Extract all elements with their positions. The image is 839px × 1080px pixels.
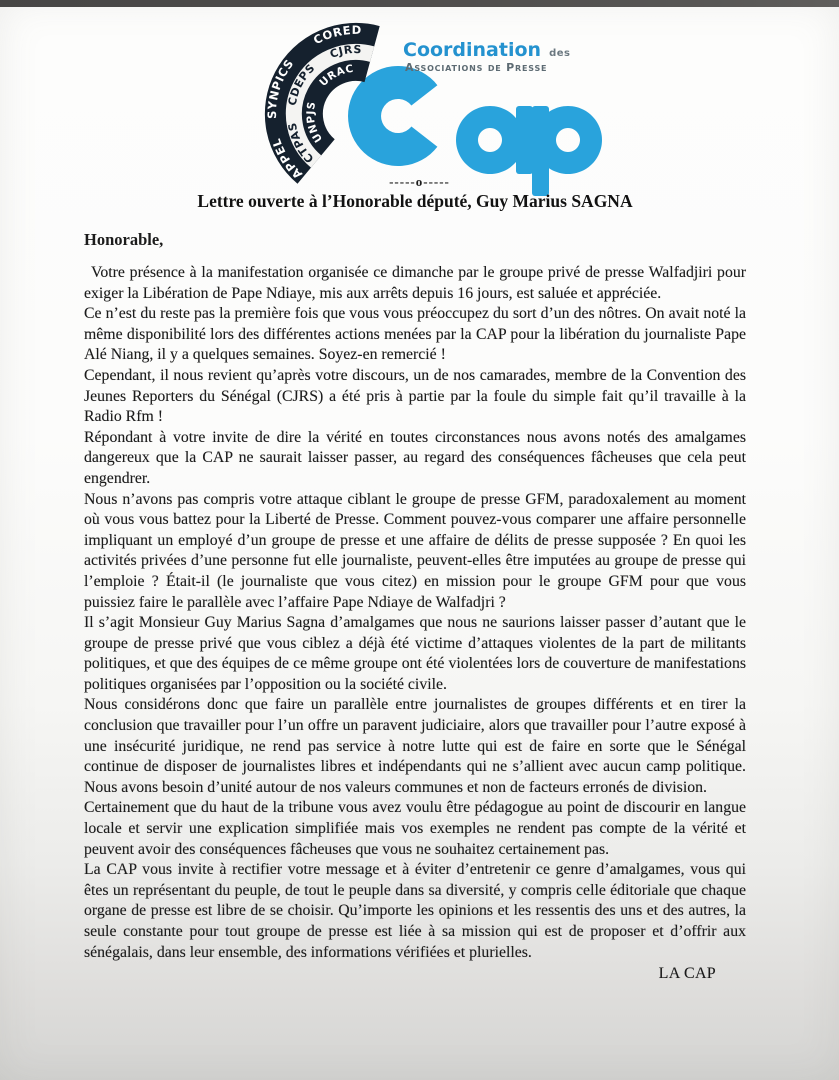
logo-brand-des: des [549, 48, 571, 59]
paragraph-2: Ce n’est du reste pas la première fois que vous vous préoccupez du sort d’un des nôtres. On avait noté la même disponibilité lors des différentes actions menées par la CAP pour la libération du journaliste Pape Alé Niang, il y a quelques semaines. Soyez-en remercié ! [84, 305, 746, 364]
letter-title: Lettre ouverte à l’Honorable député, Guy Marius SAGNA [197, 191, 633, 211]
signature: LA CAP [658, 965, 716, 983]
logo-brand-line1 [403, 39, 570, 61]
cap-letter-a [456, 106, 533, 174]
salutation: Honorable, [84, 230, 164, 249]
paragraph-5: Nous n’avons pas compris votre attaque ciblant le groupe de presse GFM, paradoxalement au moment où vous vous battez pour la Liberté de Presse. Comment pouvez-vous comparer une affaire personnelle impliquant un employé d’un groupe de presse et une affaire de délits de presse supposée ? En quoi les activités privées d’une personne fut elle journaliste, peuvent-elles être imputées au groupe de presse qui l’emploie ? Était-il (le journaliste que vous citez) en mission pour le groupe GFM pour que vous puissiez faire le parallèle avec l’affaire Pape Ndiaye de Walfadjri ? [84, 490, 746, 611]
paragraph-6: Il s’agit Monsieur Guy Marius Sagna d’amalgames que nous ne saurions laisser passer d’autant que le groupe de presse privé que vous ciblez a déjà été victime d’attaques violentes de la part de militants politiques, et que des équipes de ce même groupe ont été violentées lors de couverture de manifestations politiques organisées par l’opposition ou la société civile. [84, 614, 746, 693]
ornament-divider: -----o----- [389, 174, 450, 189]
logo-ring-label-cored: CORED [311, 22, 362, 48]
paragraph-8: Certainement que du haut de la tribune vous avez voulu être pédagogue au point de discourir en langue locale et servir une explication simplifiée mais vos exemples ne rendent pas compte de la vérité et peuvent avoir des conséquences fâcheuses que vous ne souhaitez certainement pas. [84, 799, 746, 858]
logo-brand-coordination: Coordination [403, 39, 542, 61]
letter-body [84, 230, 746, 983]
logo-ring-label-unpjs: UNPJS [304, 100, 326, 145]
logo-ring-label-urac: URAC [317, 62, 355, 89]
paragraph-4: Répondant à votre invite de dire la vérité en toutes circonstances nous avons notés des amalgames dangereux que la CAP ne saurait laisser passer, au regard des conséquences fâcheuses que cela peut engendrer. [84, 428, 746, 487]
paragraph-1: Votre présence à la manifestation organisée ce dimanche par le groupe privé de presse Walfadjiri pour exiger la Libération de Pape Ndiaye, mis aux arrêts depuis 16 jours, est saluée et appréciée. [84, 264, 746, 302]
logo-ring-label-appel: APPEL [269, 136, 306, 182]
paragraph-3: Cependant, il nous revient qu’après votre discours, un de nos camarades, membre de la Convention des Jeunes Reporters du Sénégal (CJRS) a été pris à partie par la foule du simple fait qu’il travaille à la Radio Rfm ! [84, 366, 746, 426]
logo-ring-label-cdeps: CDEPS [285, 61, 318, 107]
logo-brand-line2: Associations de Presse [405, 61, 548, 74]
paragraph-7: Nous considérons donc que faire un parallèle entre journalistes de groupes différents et en tirer la conclusion que travailler pour l’un offre un paravent judiciaire, alors que travailler pour l’autre exposé à une insécurité juridique, ne rend pas service à notre lutte qui est de faire en sorte que le Sénégal continue de disposer de journalistes libres et indépendants qui ne s’allient avec aucun camp politique. Nous avons besoin d’unité autour de nos valeurs communes et non de facteurs erronés de division. [84, 696, 746, 796]
logo-ring-label-cjrs: CJRS [328, 42, 363, 61]
logo-ring-label-synpics: SYNPICS [264, 56, 297, 119]
logo-ring-label-ctpas: CTPAS [285, 121, 317, 166]
paragraph-9: La CAP vous invite à rectifier votre message et à éviter d’entretenir ce genre d’amalgames, vous qui êtes un représentant du peuple, de tout le peuple dans sa diversité, y compris celle éditoriale que chaque organe de presse est libre de se choisir. Qu’importe les opinions et les ressentis des uns et des autres, la seule constante pour tout groupe de presse est liée à sa mission qui est de proposer et d’offrir aux sénégalais, dans leur ensemble, des informations vérifiées et plurielles. [84, 861, 746, 961]
photo-top-edge-bar [0, 0, 839, 7]
